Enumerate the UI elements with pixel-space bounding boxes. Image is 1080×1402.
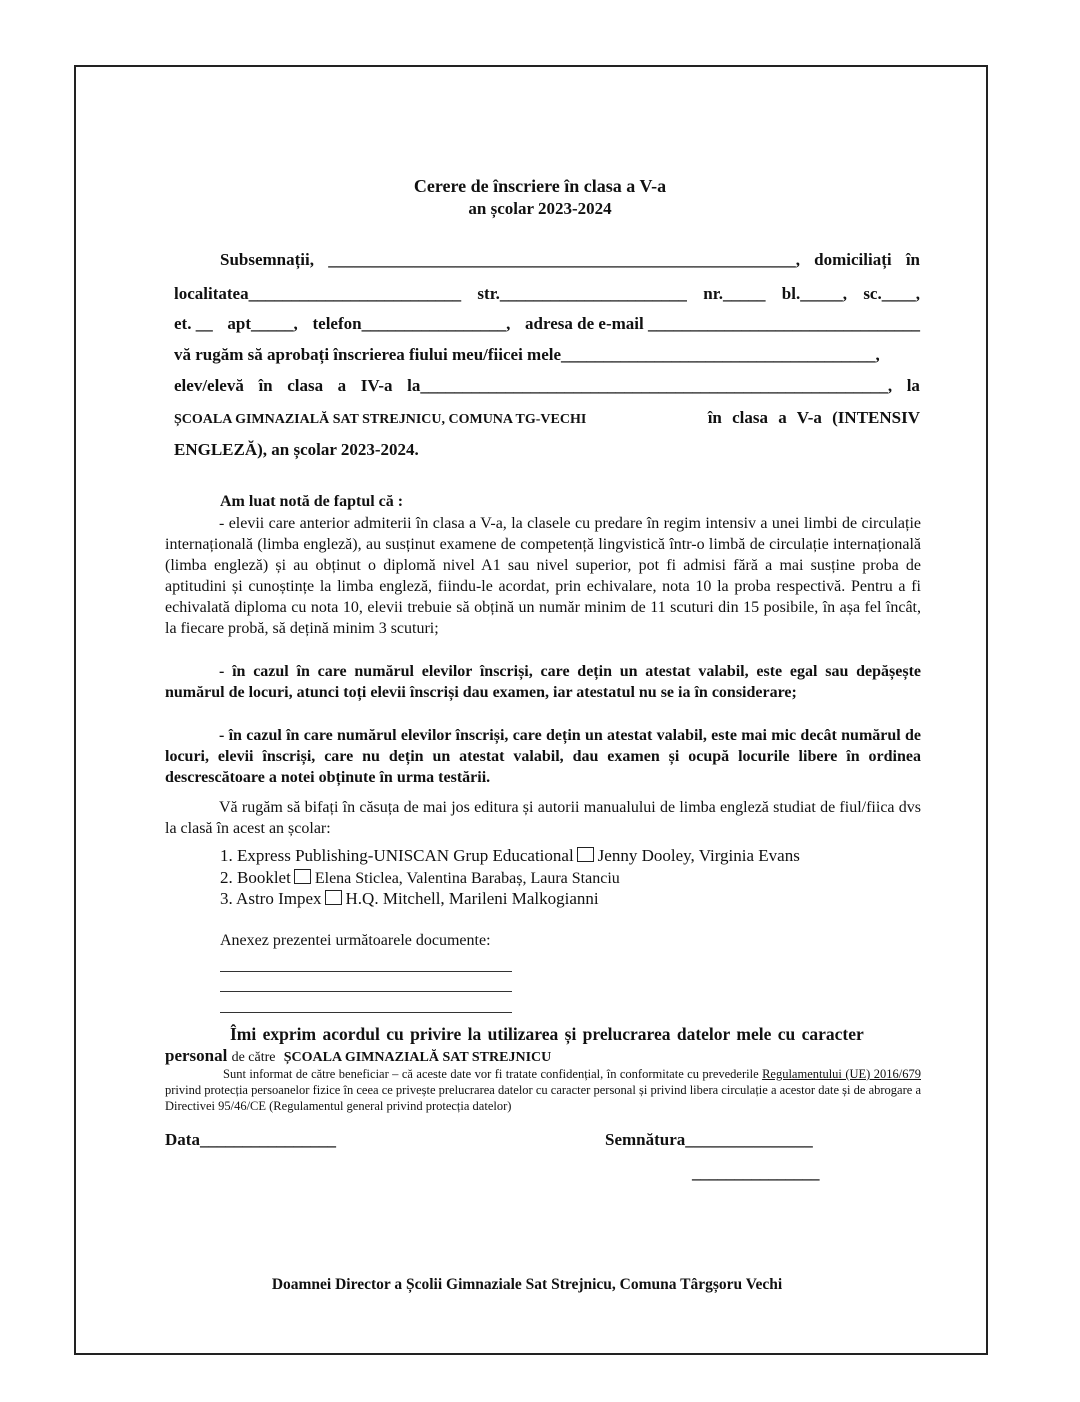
notice-heading: Am luat notă de faptul că :	[220, 493, 404, 510]
field-localitatea[interactable]: localitatea_________________________	[174, 284, 462, 303]
form-row-names	[220, 250, 920, 270]
gdpr-notice	[165, 1066, 921, 1114]
gdpr-regulation: Regulamentului (UE) 2016/679	[762, 1067, 921, 1081]
option-2-checkbox[interactable]	[294, 869, 311, 884]
consent-personal: personal	[165, 1046, 228, 1065]
option-1-checkbox[interactable]	[577, 847, 594, 862]
field-sc[interactable]: sc.____,	[863, 284, 920, 303]
consent-school: ȘCOALA GIMNAZIALĂ SAT STREJNICU	[283, 1050, 552, 1065]
document-title: Cerere de înscriere în clasa a V-a	[413, 176, 667, 196]
option-2	[220, 868, 620, 888]
field-et[interactable]: et. __	[174, 314, 213, 333]
field-telefon[interactable]: telefon_________________,	[312, 314, 511, 333]
annex-line-3[interactable]	[220, 1012, 512, 1013]
option-1-authors: Jenny Dooley, Virginia Evans	[597, 846, 800, 865]
label-la: la	[906, 376, 920, 395]
option-2-label: 2. Booklet	[220, 868, 291, 887]
option-3-label: 3. Astro Impex	[220, 889, 322, 908]
field-apt[interactable]: apt_____,	[227, 314, 298, 333]
consent-de-catre: de către	[231, 1050, 276, 1065]
option-2-authors: Elena Sticlea, Valentina Barabaș, Laura Stanciu	[314, 870, 620, 887]
form-row-contact	[174, 314, 920, 334]
option-3-checkbox[interactable]	[325, 890, 342, 905]
label-elev: elev/elevă	[174, 376, 244, 395]
target-school-name: ȘCOALA GIMNAZIALĂ SAT STREJNICU, COMUNA TG-VECHI	[174, 412, 587, 427]
option-1	[220, 846, 800, 866]
form-row-year	[174, 440, 920, 460]
annex-line-2[interactable]	[220, 991, 512, 992]
gdpr-text-1: Sunt informat de către beneficiar – că aceste date vor fi tratate confidențial, în conformitate cu prevederile	[223, 1067, 759, 1081]
field-current-school[interactable]: la_______________________________________________________,	[407, 376, 893, 395]
option-1-label: 1. Express Publishing-UNISCAN Grup Educational	[220, 846, 574, 865]
textbook-request: Vă rugăm să bifați în căsuța de mai jos editura și autorii manualului de limba engleză studiat de fiul/fiica dvs la clasă în acest an școlar:	[165, 799, 921, 837]
form-row-child	[174, 345, 920, 365]
label-iv-a: IV-a	[360, 376, 393, 395]
annex-line-1[interactable]	[220, 971, 512, 972]
field-bl[interactable]: bl._____,	[781, 284, 847, 303]
notice-paragraph-1: - elevii care anterior admiterii în clasa a V-a, la clasele cu predare în regim intensiv a unei limbi de circulație internațională (limba engleză), au susținut examene de competență lingvistică într-o limbă de circulație internațională (limba engleză) și au obținut o diplomă nivel A1 sau nivel superior, pot fi admisi fără a mai susține proba de aptitudini și cunoștințe la limba engleză, fiindu-le acordat, prin echivalare, nota 10 la proba respectivă. Pentru a fi echivalată diploma cu nota 10, elevii trebuie să obțină un număr minim de 11 scuturi din 15 posibile, în așa fel încât, la fiecare probă, să dețină minim 3 scuturi;	[165, 515, 921, 637]
field-email[interactable]: adresa de e-mail ________________________________	[525, 314, 920, 333]
consent-line-2	[165, 1046, 551, 1066]
form-row-target-school	[174, 408, 920, 428]
option-3	[220, 889, 599, 909]
option-3-authors: H.Q. Mitchell, Marileni Malkogianni	[345, 889, 599, 908]
signature-line-2[interactable]: _______________	[692, 1163, 820, 1182]
field-names[interactable]: _______________________________________________________,	[328, 250, 800, 269]
notice-paragraph-3: - în cazul în care numărul elevilor înscriși, care dețin un atestat valabil, este mai mic decât numărul de locuri, elevii înscriși, care nu dețin un atestat valabil, dau examen și ocupă locurile libere în ordinea descrescătoare a notei obținute în urma testării.	[165, 727, 921, 786]
notice-paragraph-2: - în cazul în care numărul elevilor înscriși, care dețin un atestat valabil, este egal sau depășește numărul de locuri, atunci toți elevii înscriși dau examen, iar atestatul nu se ia în considerare;	[165, 663, 921, 701]
addressee: Doamnei Director a Școlii Gimnaziale Sat Strejnicu, Comuna Târgșoru Vechi	[271, 1276, 783, 1293]
form-row-current-school	[174, 376, 920, 396]
signature-field[interactable]: Semnătura_______________	[605, 1130, 813, 1149]
document-subtitle: an școlar 2023-2024	[468, 199, 612, 218]
gdpr-text-2: privind protecția persoanelor fizice în ceea ce privește prelucrarea datelor cu caracter personal și privind libera circulație a acestor date și de abrogare a Directivei 95/46/CE (Regulamentul general privind protecția datelor)	[165, 1083, 921, 1113]
annex-label: Anexez prezentei următoarele documente:	[220, 932, 491, 949]
date-field[interactable]: Data________________	[165, 1130, 336, 1149]
target-class: în clasa a V-a (INTENSIV	[707, 408, 920, 427]
label-clasa: clasa	[287, 376, 324, 395]
label-in: în	[905, 250, 920, 269]
consent-statement: Îmi exprim acordul cu privire la utilizarea și prelucrarea datelor mele cu caracter	[230, 1024, 864, 1044]
field-nr[interactable]: nr._____	[703, 284, 766, 303]
label-subsemnatii: Subsemnații,	[220, 250, 314, 269]
form-row-address	[174, 284, 920, 304]
field-str[interactable]: str.______________________	[477, 284, 687, 303]
label-in-2: în	[258, 376, 273, 395]
field-child-name[interactable]: vă rugăm să aprobați înscrierea fiului meu/fiicei mele_____________________________________,	[174, 345, 880, 364]
label-a: a	[337, 376, 347, 395]
label-domiciliati: domiciliați	[814, 250, 892, 269]
target-year: ENGLEZĂ), an școlar 2023-2024.	[174, 440, 419, 459]
